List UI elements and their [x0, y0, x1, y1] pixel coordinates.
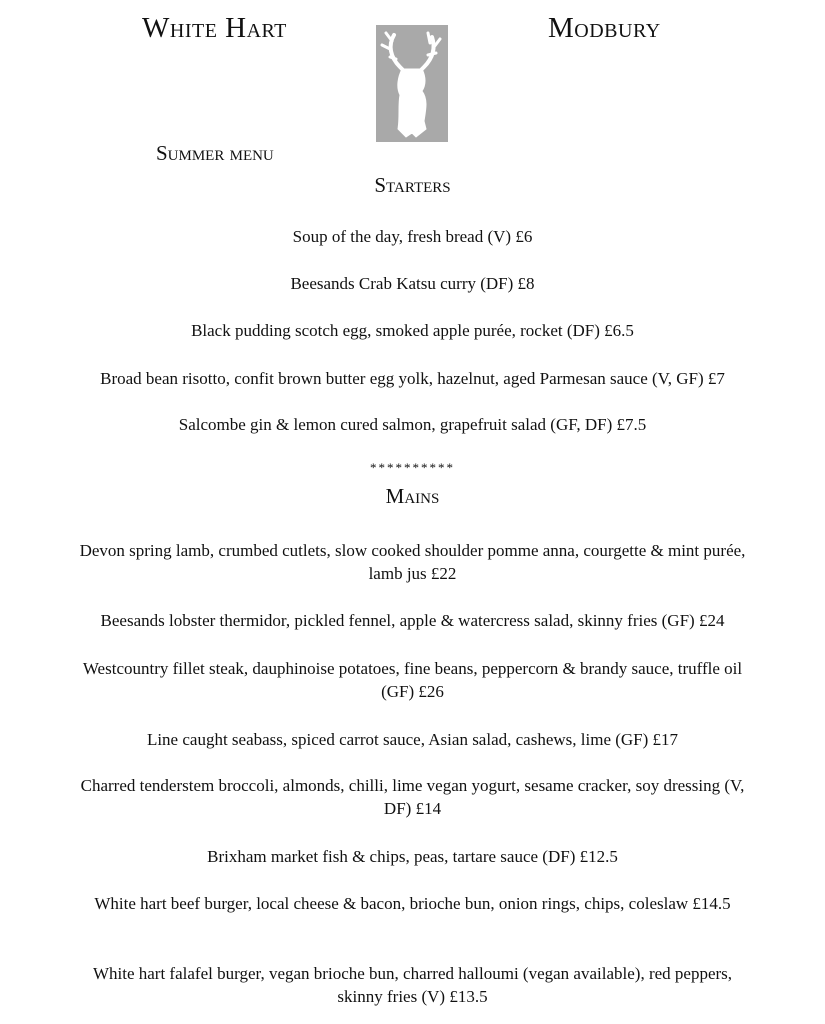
menu-item: Beesands Crab Katsu curry (DF) £8: [290, 274, 535, 293]
menu-item: White hart beef burger, local cheese & bacon, brioche bun, onion rings, chips, coleslaw £14.5: [94, 894, 731, 913]
menu-item: Brixham market fish & chips, peas, tartare sauce (DF) £12.5: [207, 847, 618, 866]
mains-heading: Mains: [385, 484, 440, 508]
menu-item: Salcombe gin & lemon cured salmon, grapefruit salad (GF, DF) £7.5: [178, 415, 647, 434]
starters-heading: Starters: [374, 173, 451, 197]
menu-item: Westcountry fillet steak, dauphinoise potatoes, fine beans, peppercorn & brandy sauce, truffle oil (GF) £26: [82, 659, 743, 701]
venue-name: White Hart: [142, 12, 287, 44]
stag-head-icon: [376, 25, 448, 142]
location-name: Modbury: [548, 12, 661, 44]
menu-item: Devon spring lamb, crumbed cutlets, slow cooked shoulder pomme anna, courgette & mint purée, lamb jus £22: [79, 541, 746, 583]
menu-item: Black pudding scotch egg, smoked apple purée, rocket (DF) £6.5: [191, 321, 634, 340]
menu-item: White hart falafel burger, vegan brioche bun, charred halloumi (vegan available), red peppers, skinny fries (V) £13.5: [92, 964, 733, 1006]
menu-item: Beesands lobster thermidor, pickled fennel, apple & watercress salad, skinny fries (GF) £24: [100, 611, 725, 630]
menu-item: Charred tenderstem broccoli, almonds, chilli, lime vegan yogurt, sesame cracker, soy dressing (V, DF) £14: [80, 776, 745, 818]
menu-title: Summer menu: [156, 141, 274, 165]
menu-item: Soup of the day, fresh bread (V) £6: [292, 227, 533, 246]
menu-item: Line caught seabass, spiced carrot sauce, Asian salad, cashews, lime (GF) £17: [146, 730, 679, 749]
section-separator: **********: [370, 460, 455, 475]
menu-item: Broad bean risotto, confit brown butter egg yolk, hazelnut, aged Parmesan sauce (V, GF) £7: [100, 369, 725, 388]
